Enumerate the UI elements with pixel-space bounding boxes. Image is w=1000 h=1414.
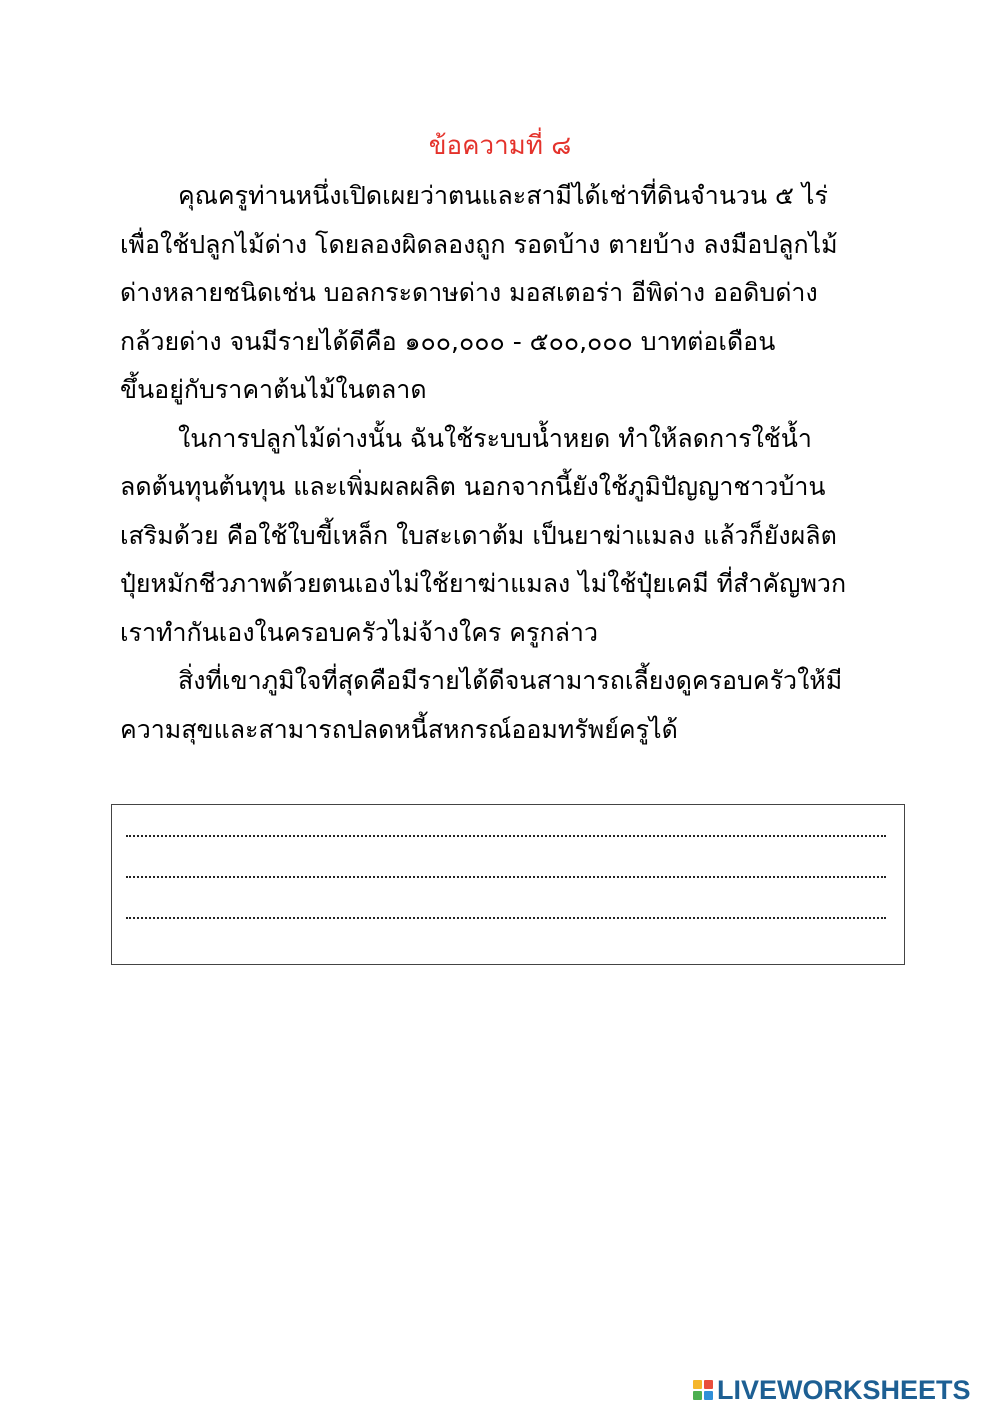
logo-tile bbox=[704, 1391, 713, 1400]
logo-text: LIVEWORKSHEETS bbox=[717, 1374, 971, 1405]
liveworksheets-logo-icon bbox=[693, 1380, 713, 1400]
passage-line: ในการปลูกไม้ด่างนั้น ฉันใช้ระบบน้ำหยด ทำให้ลดการใช้น้ำ bbox=[178, 423, 812, 453]
logo-tile bbox=[693, 1380, 702, 1389]
liveworksheets-logo bbox=[693, 1374, 971, 1406]
passage-line: ปุ๋ยหมักชีวภาพด้วยตนเองไม่ใช้ยาฆ่าแมลง ไม่ใช้ปุ๋ยเคมี ที่สำคัญพวก bbox=[120, 569, 847, 598]
logo-tile bbox=[704, 1380, 713, 1389]
passage-line: สิ่งที่เขาภูมิใจที่สุดคือมีรายได้ดีจนสามารถเลี้ยงดูครอบครัวให้มี bbox=[178, 666, 843, 695]
passage-line: ความสุขและสามารถปลดหนี้สหกรณ์ออมทรัพย์ครูได้ bbox=[120, 714, 678, 744]
answer-dotted-line[interactable] bbox=[126, 876, 886, 878]
passage-line: ลดต้นทุนต้นทุน และเพิ่มผลผลิต นอกจากนี้ยังใช้ภูมิปัญญาชาวบ้าน bbox=[120, 472, 826, 501]
passage-line: คุณครูท่านหนึ่งเปิดเผยว่าตนและสามีได้เช่าที่ดินจำนวน ๕ ไร่ bbox=[178, 181, 828, 210]
logo-tile bbox=[693, 1391, 702, 1400]
passage-title: ข้อความที่ ๘ bbox=[428, 131, 572, 161]
answer-dotted-line[interactable] bbox=[126, 835, 886, 837]
passage-text bbox=[120, 172, 882, 754]
answer-dotted-line[interactable] bbox=[126, 917, 886, 919]
passage-line: ด่างหลายชนิดเช่น บอลกระดาษด่าง มอสเตอร่า อีพิด่าง ออดิบด่าง bbox=[120, 278, 818, 307]
passage-line: เราทำกันเองในครอบครัวไม่จ้างใคร ครูกล่าว bbox=[120, 617, 598, 647]
passage-line: ขึ้นอยู่กับราคาต้นไม้ในตลาด bbox=[120, 375, 427, 404]
passage-line: กล้วยด่าง จนมีรายได้ดีคือ ๑๐๐,๐๐๐ - ๕๐๐,๐๐๐ บาทต่อเดือน bbox=[120, 326, 776, 356]
answer-box[interactable] bbox=[111, 804, 905, 965]
passage-line: เสริมด้วย คือใช้ใบขี้เหล็ก ใบสะเดาต้ม เป็นยาฆ่าแมลง แล้วก็ยังผลิต bbox=[120, 520, 837, 550]
passage-line: เพื่อใช้ปลูกไม้ด่าง โดยลองผิดลองถูก รอดบ้าง ตายบ้าง ลงมือปลูกไม้ bbox=[120, 229, 838, 259]
